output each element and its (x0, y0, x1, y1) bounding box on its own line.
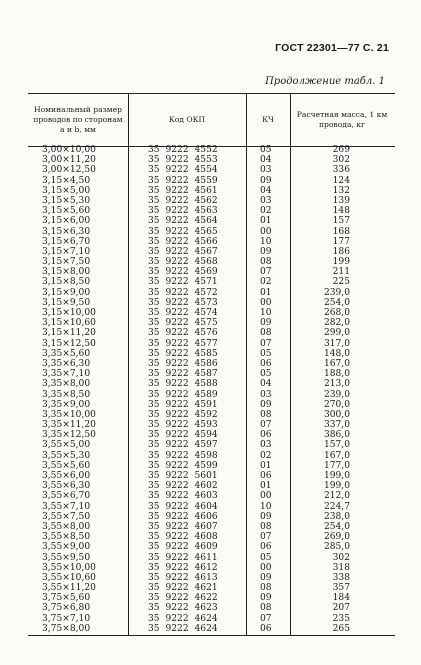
table-cell-mass: 124 (332, 175, 350, 186)
table-cell-kch: 04 (260, 185, 272, 196)
table-cell-mass: 168 (332, 226, 350, 237)
table-cell-size: 3,55×10,60 (42, 572, 96, 583)
table-cell-code: 35 9222 4565 (148, 226, 218, 237)
table-cell-size: 3,15×4,50 (42, 175, 91, 186)
column-header-code: Код ОКП (168, 115, 206, 124)
table-cell-mass: 302 (332, 155, 350, 166)
table-cell-mass: 157 (332, 216, 350, 227)
table-cell-size: 3,55×11,20 (42, 583, 96, 594)
table-cell-code: 35 9222 4606 (148, 511, 218, 522)
table-cell-size: 3,35×10,00 (42, 409, 96, 420)
table-cell-code: 35 9222 4587 (148, 369, 218, 380)
table-cell-kch: 09 (260, 246, 272, 257)
column-code-values (148, 145, 238, 634)
table-cell-kch: 07 (260, 532, 272, 543)
table-cell-kch: 06 (260, 430, 272, 441)
table-cell-kch: 08 (260, 603, 272, 614)
table-cell-kch: 00 (260, 226, 272, 237)
table-cell-size: 3,35×6,30 (42, 358, 91, 369)
table-cell-size: 3,15×10,00 (42, 308, 96, 318)
table-cell-kch: 10 (260, 501, 272, 512)
table-cell-code: 35 9222 4572 (148, 287, 218, 298)
table-cell-kch: 09 (260, 175, 272, 186)
table-cell-mass: 199 (332, 257, 350, 268)
table-cell-mass: 265 (332, 623, 350, 634)
table-cell-kch: 03 (260, 165, 272, 176)
table-cell-kch: 02 (260, 277, 272, 288)
table-cell-mass: 184 (332, 593, 350, 604)
table-cell-code: 35 9222 4574 (148, 308, 218, 318)
table-cell-size: 3,55×8,00 (42, 521, 91, 532)
table-cell-size: 3,75×6,80 (42, 603, 91, 614)
column-divider (290, 93, 291, 636)
table-cell-code: 35 9222 4562 (148, 195, 218, 206)
table-cell-mass: 139 (332, 195, 350, 206)
table-cell-mass: 213,0 (323, 379, 350, 390)
column-divider (246, 93, 247, 636)
table-cell-mass: 148 (332, 206, 350, 217)
table-cell-kch: 03 (260, 440, 272, 451)
table-cell-mass: 357 (332, 583, 350, 594)
table-cell-code: 35 9222 4559 (148, 175, 218, 186)
table-cell-code: 35 9222 4593 (148, 420, 218, 431)
table-cell-code: 35 9222 4609 (148, 542, 218, 553)
table-cell-mass: 300,0 (323, 409, 350, 420)
table-cell-size: 3,15×10,60 (42, 318, 96, 329)
table-cell-size: 3,55×5,30 (42, 450, 91, 461)
table-cell-kch: 06 (260, 542, 272, 553)
table-cell-mass: 239,0 (323, 287, 350, 298)
table-cell-mass: 167,0 (323, 450, 350, 461)
table-cell-size: 3,55×7,10 (42, 501, 91, 512)
table-cell-code: 35 9222 4585 (148, 348, 218, 359)
table-cell-kch: 08 (260, 583, 272, 594)
table-cell-code: 35 9222 5601 (148, 471, 218, 481)
table-cell-size: 3,75×5,60 (42, 593, 91, 604)
table-cell-code: 35 9222 4604 (148, 501, 218, 512)
table-cell-size: 3,55×6,30 (42, 481, 91, 492)
table-cell-size: 3,35×5,60 (42, 348, 91, 359)
table-cell-kch: 10 (260, 308, 272, 318)
table-cell-kch: 06 (260, 471, 272, 481)
table-cell-size: 3,00×12,50 (42, 165, 96, 176)
table-cell-mass: 317,0 (323, 338, 350, 349)
table-cell-mass: 285,0 (323, 542, 350, 553)
table-cell-code: 35 9222 4586 (148, 358, 218, 369)
table-cell-code: 35 9222 4603 (148, 491, 218, 502)
table-cell-size: 3,75×7,10 (42, 613, 91, 624)
table-cell-size: 3,55×6,70 (42, 491, 91, 502)
table-cell-mass: 386,0 (323, 430, 350, 441)
table-cell-size: 3,35×12,50 (42, 430, 96, 441)
table-cell-mass: 188,0 (323, 369, 350, 380)
data-table (28, 93, 395, 636)
table-continuation-label: Продолжение табл. 1 (265, 76, 385, 87)
table-cell-mass: 211 (332, 267, 350, 278)
table-cell-code: 35 9222 4575 (148, 318, 218, 329)
table-cell-code: 35 9222 4553 (148, 155, 218, 166)
column-size-values (42, 145, 122, 634)
table-top-rule (28, 93, 395, 94)
table-cell-kch: 09 (260, 572, 272, 583)
table-cell-mass: 270,0 (323, 399, 350, 410)
table-cell-size: 3,15×5,00 (42, 185, 91, 196)
table-cell-kch: 09 (260, 318, 272, 329)
table-cell-size: 3,15×5,60 (42, 206, 91, 217)
table-cell-size: 3,15×6,30 (42, 226, 91, 237)
table-cell-code: 35 9222 4607 (148, 521, 218, 532)
table-cell-size: 3,15×6,70 (42, 236, 91, 247)
table-cell-mass: 302 (332, 552, 350, 563)
column-header-kch: КЧ (262, 115, 274, 124)
table-cell-mass: 235 (332, 613, 350, 624)
table-cell-code: 35 9222 4622 (148, 593, 218, 604)
table-cell-kch: 04 (260, 155, 272, 166)
table-cell-code: 35 9222 4576 (148, 328, 218, 339)
table-cell-kch: 02 (260, 206, 272, 217)
table-cell-kch: 09 (260, 593, 272, 604)
table-cell-kch: 09 (260, 511, 272, 522)
table-cell-kch: 03 (260, 195, 272, 206)
table-cell-code: 35 9222 4592 (148, 409, 218, 420)
table-cell-size: 3,15×9,50 (42, 297, 91, 308)
table-cell-size: 3,15×5,30 (42, 195, 91, 206)
column-header-size: Номинальный размер проводов по сторонам a и b, мм (33, 105, 123, 134)
table-cell-size: 3,15×6,00 (42, 216, 91, 227)
table-cell-kch: 08 (260, 257, 272, 268)
table-cell-code: 35 9222 4588 (148, 379, 218, 390)
table-cell-mass: 239,0 (323, 389, 350, 400)
table-cell-code: 35 9222 4554 (148, 165, 218, 176)
table-cell-size: 3,15×12,50 (42, 338, 96, 349)
table-cell-code: 35 9222 4621 (148, 583, 218, 594)
table-cell-mass: 199,0 (323, 471, 350, 481)
table-cell-code: 35 9222 4564 (148, 216, 218, 227)
table-cell-mass: 269 (332, 145, 350, 155)
table-cell-mass: 132 (332, 185, 350, 196)
table-cell-kch: 07 (260, 420, 272, 431)
table-cell-code: 35 9222 4571 (148, 277, 218, 288)
table-cell-size: 3,35×9,00 (42, 399, 91, 410)
table-cell-kch: 04 (260, 379, 272, 390)
table-cell-mass: 186 (332, 246, 350, 257)
table-cell-kch: 05 (260, 369, 272, 380)
table-cell-code: 35 9222 4594 (148, 430, 218, 441)
table-cell-code: 35 9222 4577 (148, 338, 218, 349)
table-cell-code: 35 9222 4613 (148, 572, 218, 583)
table-cell-size: 3,55×7,50 (42, 511, 91, 522)
column-kch-values (260, 145, 284, 634)
table-cell-kch: 07 (260, 267, 272, 278)
table-cell-code: 35 9222 4563 (148, 206, 218, 217)
table-cell-kch: 07 (260, 338, 272, 349)
table-cell-size: 3,15×9,00 (42, 287, 91, 298)
table-cell-code: 35 9222 4591 (148, 399, 218, 410)
table-cell-size: 3,15×7,50 (42, 257, 91, 268)
table-cell-mass: 282,0 (323, 318, 350, 329)
table-cell-code: 35 9222 4598 (148, 450, 218, 461)
table-cell-size: 3,55×6,00 (42, 471, 91, 481)
table-cell-kch: 05 (260, 348, 272, 359)
table-cell-mass: 254,0 (323, 297, 350, 308)
table-cell-kch: 01 (260, 216, 272, 227)
table-cell-mass: 318 (332, 562, 350, 573)
table-cell-code: 35 9222 4612 (148, 562, 218, 573)
table-cell-mass: 225 (332, 277, 350, 288)
table-bottom-rule (28, 635, 395, 636)
table-cell-code: 35 9222 4568 (148, 257, 218, 268)
table-cell-size: 3,55×5,60 (42, 460, 91, 471)
table-cell-size: 3,75×8,00 (42, 623, 91, 634)
table-cell-code: 35 9222 4552 (148, 145, 218, 155)
table-cell-size: 3,15×8,50 (42, 277, 91, 288)
table-cell-code: 35 9222 4623 (148, 603, 218, 614)
table-cell-mass: 212,0 (323, 491, 350, 502)
table-cell-code: 35 9222 4569 (148, 267, 218, 278)
table-cell-size: 3,35×11,20 (42, 420, 96, 431)
table-cell-kch: 10 (260, 236, 272, 247)
table-cell-size: 3,55×8,50 (42, 532, 91, 543)
table-cell-code: 35 9222 4624 (148, 613, 218, 624)
table-cell-mass: 207 (332, 603, 350, 614)
table-cell-size: 3,00×10,00 (42, 145, 96, 155)
table-cell-size: 3,15×7,10 (42, 246, 91, 257)
column-header-mass: Расчетная масса, 1 км провода, кг (296, 110, 388, 129)
column-mass-values (310, 145, 350, 634)
table-cell-mass: 177,0 (323, 460, 350, 471)
table-cell-kch: 07 (260, 613, 272, 624)
table-cell-code: 35 9222 4611 (148, 552, 218, 563)
table-cell-kch: 08 (260, 328, 272, 339)
table-cell-mass: 337,0 (323, 420, 350, 431)
table-cell-kch: 03 (260, 389, 272, 400)
table-cell-mass: 167,0 (323, 358, 350, 369)
table-cell-kch: 05 (260, 145, 272, 155)
table-cell-code: 35 9222 4561 (148, 185, 218, 196)
page-header: ГОСТ 22301—77 С. 21 (275, 42, 389, 54)
table-cell-mass: 177 (332, 236, 350, 247)
table-cell-code: 35 9222 4597 (148, 440, 218, 451)
table-cell-code: 35 9222 4567 (148, 246, 218, 257)
table-cell-kch: 00 (260, 297, 272, 308)
table-cell-mass: 157,0 (323, 440, 350, 451)
table-cell-kch: 00 (260, 491, 272, 502)
table-cell-size: 3,55×10,00 (42, 562, 96, 573)
table-cell-size: 3,35×8,50 (42, 389, 91, 400)
table-cell-kch: 06 (260, 358, 272, 369)
table-cell-size: 3,55×5,00 (42, 440, 91, 451)
table-cell-code: 35 9222 4566 (148, 236, 218, 247)
table-cell-code: 35 9222 4624 (148, 623, 218, 634)
table-cell-kch: 02 (260, 450, 272, 461)
table-cell-mass: 224,7 (323, 501, 350, 512)
table-cell-mass: 336 (332, 165, 350, 176)
table-cell-mass: 338 (332, 572, 350, 583)
table-cell-size: 3,55×9,50 (42, 552, 91, 563)
table-cell-size: 3,00×11,20 (42, 155, 96, 166)
table-cell-code: 35 9222 4573 (148, 297, 218, 308)
table-cell-kch: 09 (260, 399, 272, 410)
table-cell-kch: 01 (260, 481, 272, 492)
table-cell-code: 35 9222 4589 (148, 389, 218, 400)
table-cell-kch: 01 (260, 460, 272, 471)
table-cell-mass: 199,0 (323, 481, 350, 492)
table-cell-kch: 01 (260, 287, 272, 298)
table-cell-mass: 269,0 (323, 532, 350, 543)
table-cell-mass: 148,0 (323, 348, 350, 359)
table-cell-mass: 238,0 (323, 511, 350, 522)
table-cell-size: 3,35×8,00 (42, 379, 91, 390)
table-cell-size: 3,55×9,00 (42, 542, 91, 553)
table-cell-kch: 00 (260, 562, 272, 573)
table-cell-mass: 254,0 (323, 521, 350, 532)
table-cell-code: 35 9222 4599 (148, 460, 218, 471)
table-cell-mass: 268,0 (323, 308, 350, 318)
table-cell-mass: 299,0 (323, 328, 350, 339)
table-cell-kch: 08 (260, 521, 272, 532)
table-cell-size: 3,35×7,10 (42, 369, 91, 380)
table-cell-code: 35 9222 4608 (148, 532, 218, 543)
table-cell-kch: 08 (260, 409, 272, 420)
table-cell-kch: 06 (260, 623, 272, 634)
column-divider (128, 93, 129, 636)
table-cell-size: 3,15×11,20 (42, 328, 96, 339)
table-cell-code: 35 9222 4602 (148, 481, 218, 492)
table-cell-size: 3,15×8,00 (42, 267, 91, 278)
table-cell-kch: 05 (260, 552, 272, 563)
